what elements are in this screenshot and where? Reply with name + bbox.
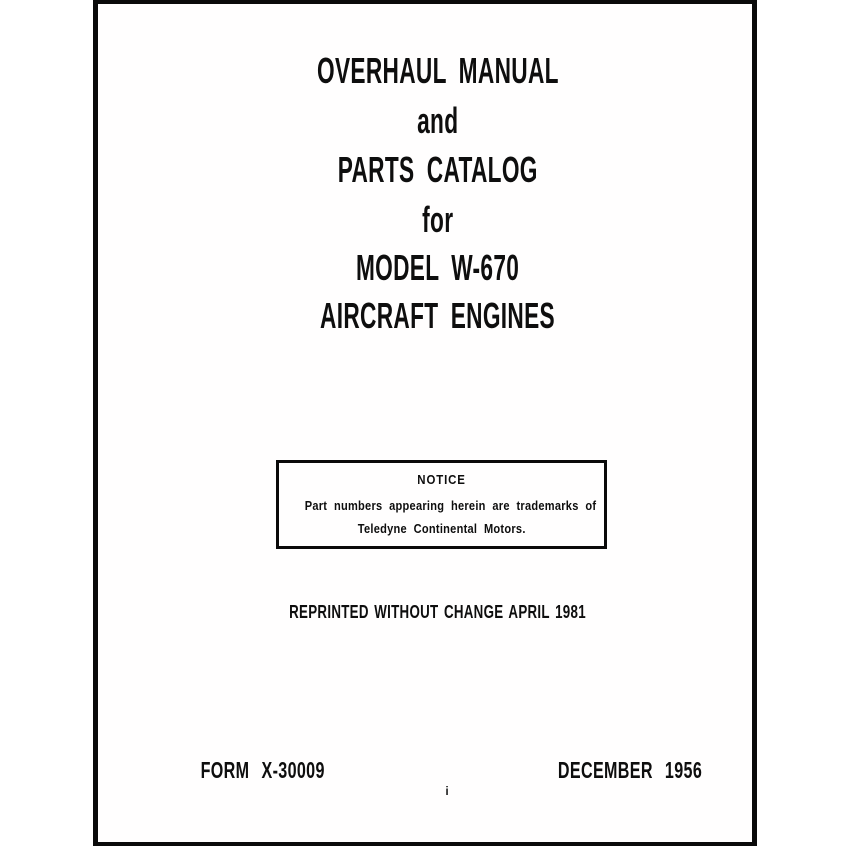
cover-content xyxy=(28,0,848,850)
title-line-for xyxy=(28,199,848,240)
notice-body-text: Part numbers appearing herein are trademarks of xyxy=(304,498,597,513)
notice-body-line-2 xyxy=(279,522,604,536)
notice-heading-text: NOTICE xyxy=(417,472,466,487)
form-number-text: FORM X-30009 xyxy=(200,757,326,783)
date-text: DECEMBER 1956 xyxy=(557,757,703,783)
page-number: i xyxy=(445,784,449,798)
title-line-aircraft-engines xyxy=(28,295,848,336)
title-text: PARTS CATALOG xyxy=(337,149,538,190)
notice-body-line-1 xyxy=(279,499,604,513)
notice-heading xyxy=(279,473,604,487)
title-line-overhaul-manual xyxy=(28,50,848,91)
footer-date xyxy=(430,758,830,782)
title-text: for xyxy=(422,199,454,240)
notice-box xyxy=(276,460,607,549)
title-text: OVERHAUL MANUAL xyxy=(317,50,559,91)
footer-form-number xyxy=(63,758,463,782)
title-text: MODEL W-670 xyxy=(356,247,520,288)
title-text: and xyxy=(417,100,459,141)
title-line-model xyxy=(28,247,848,288)
title-text: AIRCRAFT ENGINES xyxy=(320,295,556,336)
title-line-and xyxy=(28,100,848,141)
reprint-text: REPRINTED WITHOUT CHANGE APRIL 1981 xyxy=(289,602,587,622)
reprint-line xyxy=(28,603,848,622)
notice-body-text: Teledyne Continental Motors. xyxy=(357,521,526,536)
title-line-parts-catalog xyxy=(28,149,848,190)
